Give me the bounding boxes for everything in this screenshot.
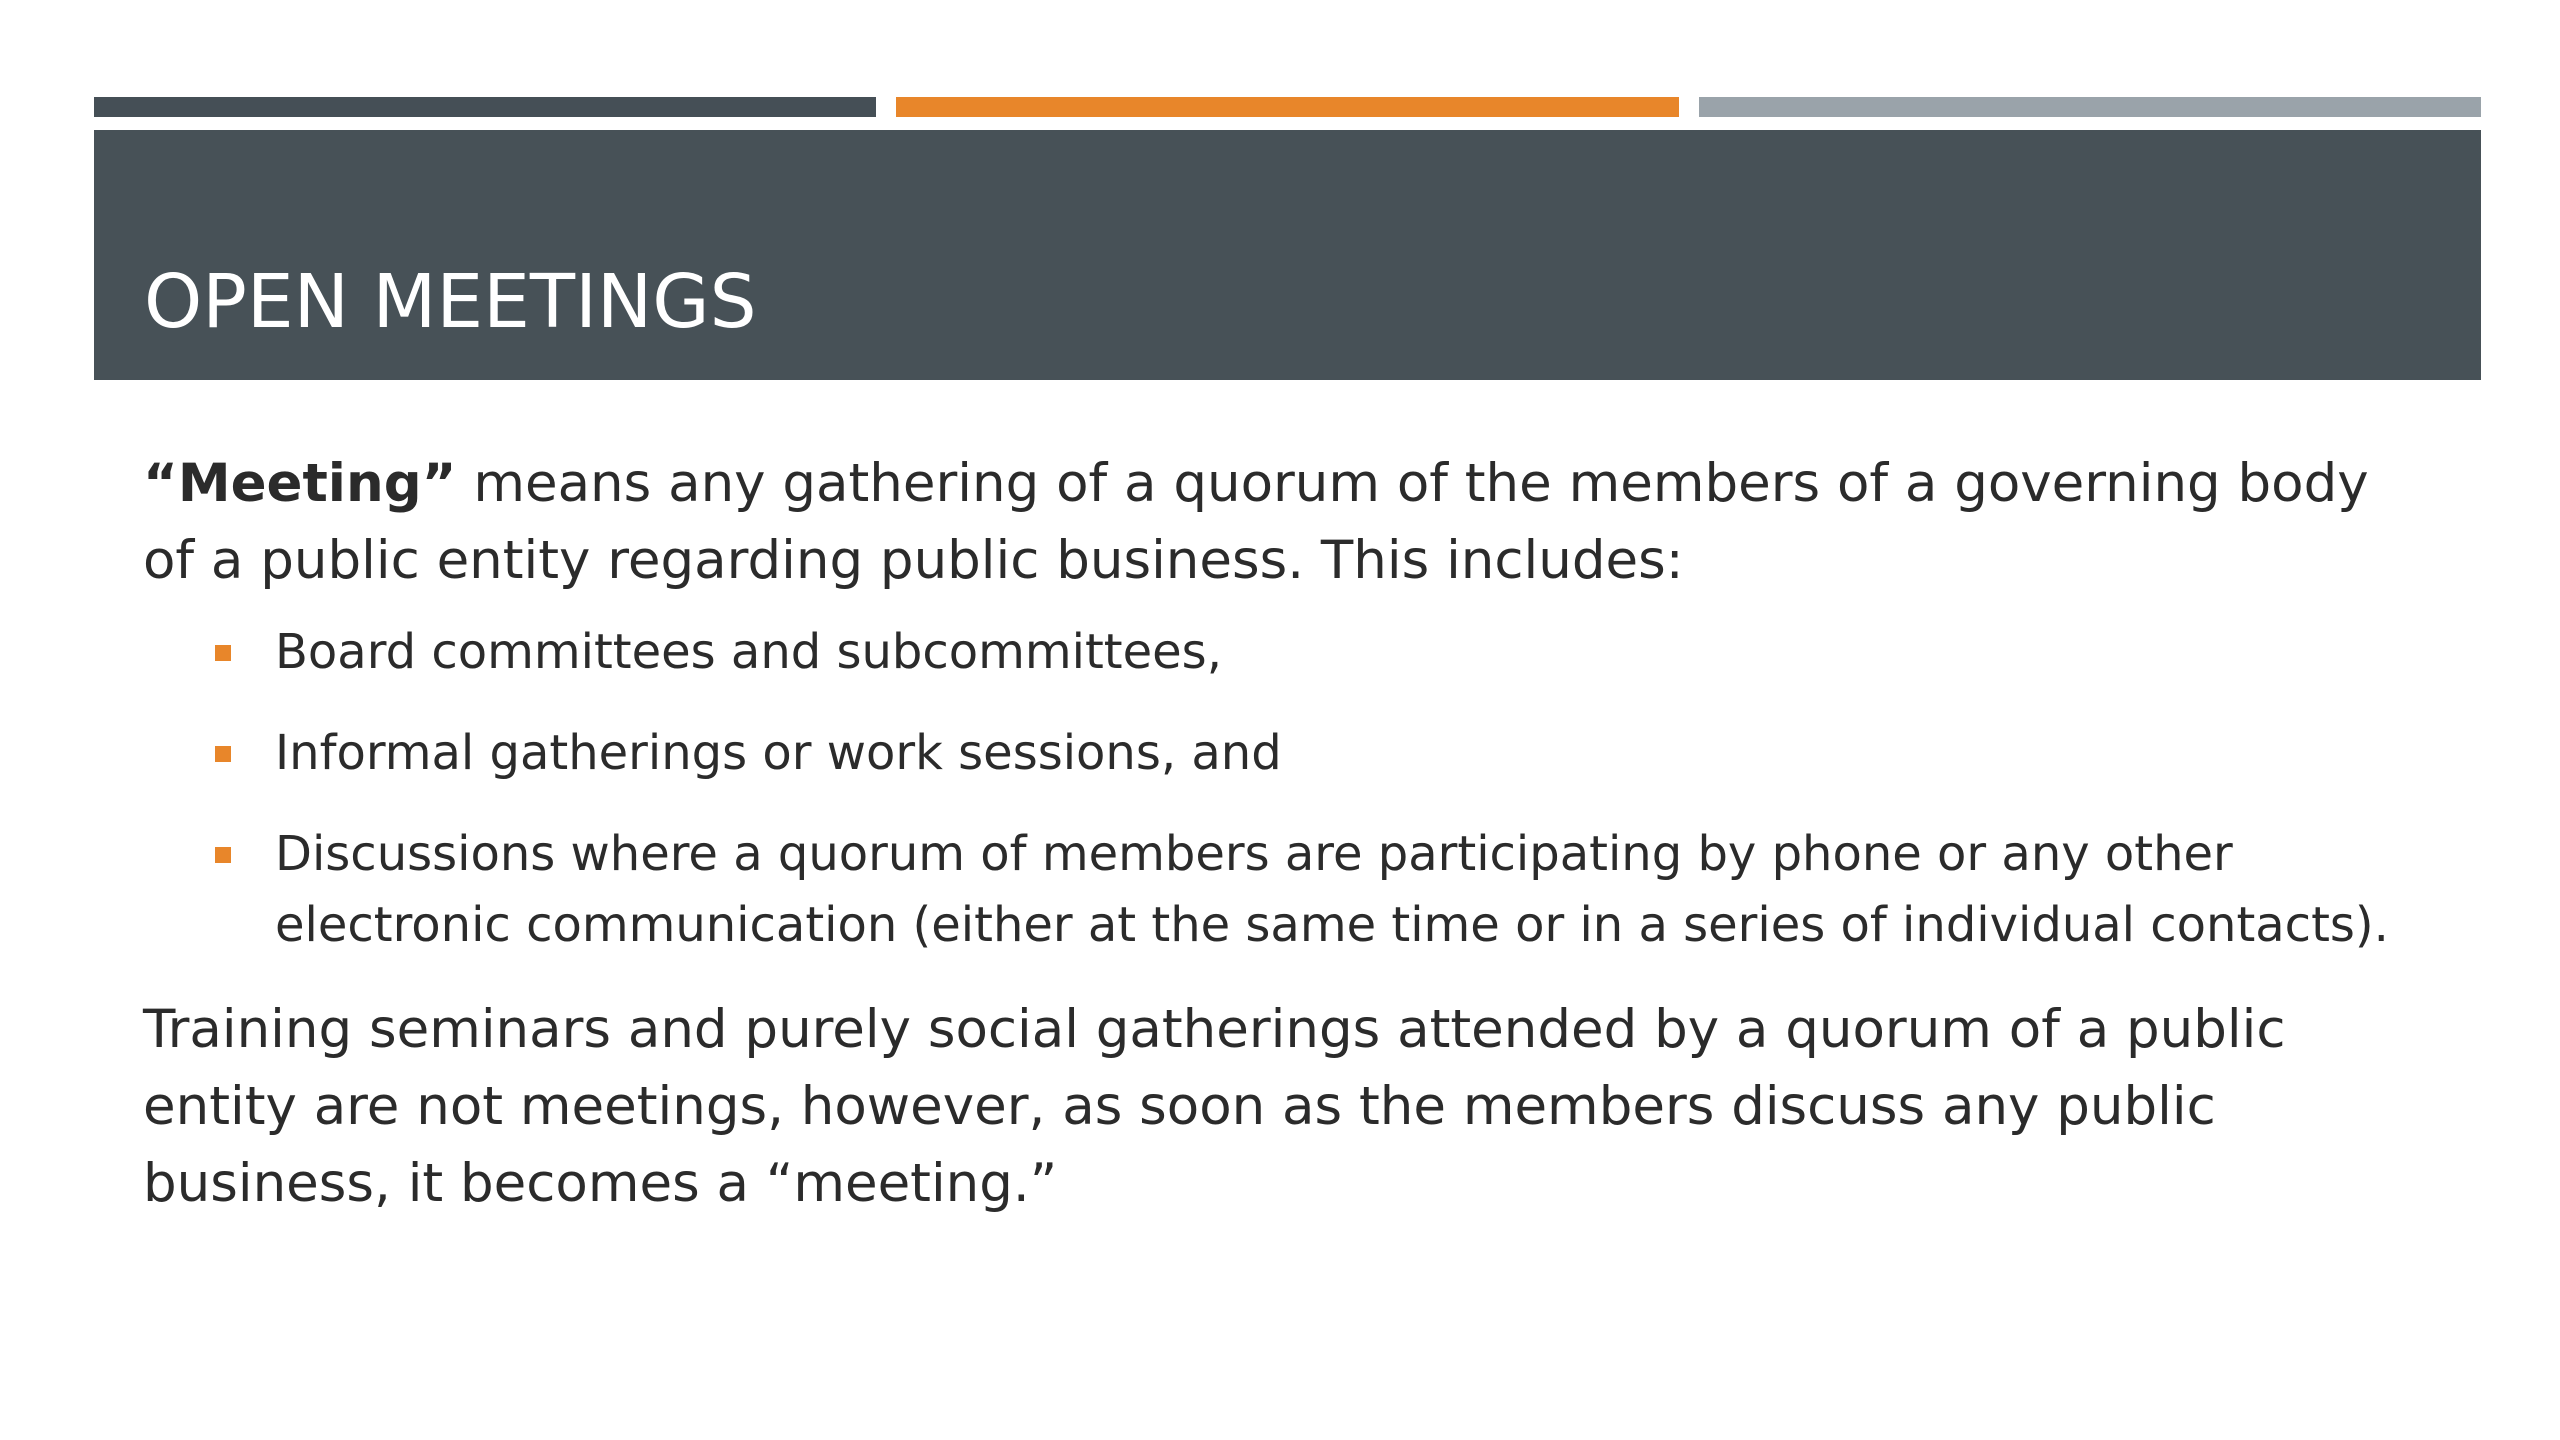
definition-term: “Meeting”	[143, 453, 457, 514]
bullet-text: Board committees and subcommittees,	[275, 624, 1222, 680]
slide-content	[143, 445, 2433, 1222]
list-item	[143, 718, 2433, 789]
square-bullet-icon	[215, 746, 231, 762]
square-bullet-icon	[215, 645, 231, 661]
square-bullet-icon	[215, 847, 231, 863]
bullet-text: Informal gatherings or work sessions, and	[275, 725, 1282, 781]
definition-text: means any gathering of a quorum of the members of a governing body of a public entity regarding public business. This includes:	[143, 453, 2369, 591]
list-item	[143, 617, 2433, 688]
definition-paragraph	[143, 445, 2433, 599]
title-band	[94, 130, 2481, 380]
accent-bar-dark	[94, 97, 876, 117]
accent-bar-orange	[896, 97, 1679, 117]
list-item	[143, 819, 2433, 961]
slide-title: OPEN MEETINGS	[144, 259, 757, 345]
closing-paragraph: Training seminars and purely social gatherings attended by a quorum of a public entity are not meetings, however, as soon as the members discuss any public business, it becomes a “meeting.”	[143, 999, 2286, 1214]
bullet-list	[143, 617, 2433, 961]
accent-bar-gray	[1699, 97, 2481, 117]
bullet-text: Discussions where a quorum of members are participating by phone or any other electronic communication (either at the same time or in a series of individual contacts).	[275, 826, 2389, 953]
